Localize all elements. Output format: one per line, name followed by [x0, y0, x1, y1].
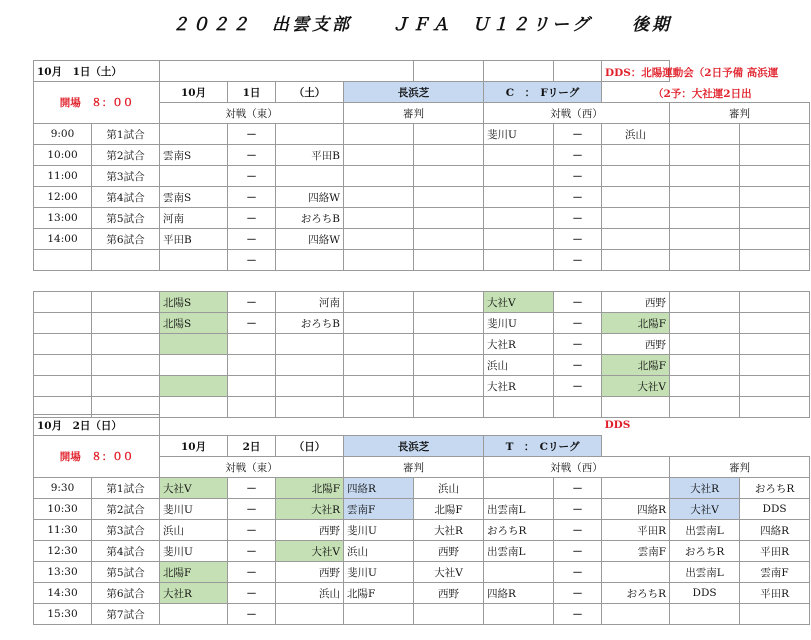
day2-match-row: [34, 583, 810, 604]
referee-4: 平田R: [740, 583, 810, 604]
day1-extra-row: [34, 376, 810, 397]
west-team-1: [484, 604, 554, 625]
west-team-2: 雲南F: [602, 541, 670, 562]
vs-dash: －: [554, 541, 602, 562]
referee-4: 平田R: [740, 541, 810, 562]
match-time: 14:30: [34, 583, 92, 604]
match-label: 第3試合: [92, 520, 160, 541]
day2-match-row: [34, 562, 810, 583]
west-team-2: [602, 229, 670, 250]
west-team-1: [484, 478, 554, 499]
schedule-sheet: [33, 0, 811, 640]
match-label: 第2試合: [92, 499, 160, 520]
vs-dash: －: [554, 334, 602, 355]
referee-2: 大社R: [414, 520, 484, 541]
match-time: 11:30: [34, 520, 92, 541]
east-team-1: 斐川U: [160, 541, 228, 562]
vs-dash: －: [554, 562, 602, 583]
west-team-2: 大社V: [602, 376, 670, 397]
referee-4: 四絡R: [740, 520, 810, 541]
vs-dash: －: [228, 478, 276, 499]
referee-2: 西野: [414, 583, 484, 604]
vs-dash: －: [228, 145, 276, 166]
east-team-2: 大社V: [276, 541, 344, 562]
day1-month: 10月: [160, 82, 228, 103]
referee-2: 北陽F: [414, 499, 484, 520]
vs-dash: －: [228, 520, 276, 541]
west-team-1: 大社V: [484, 292, 554, 313]
day1-referee-west: 審判: [670, 103, 810, 124]
day2-match-row: [34, 604, 810, 625]
day1-match-row: [34, 229, 810, 250]
match-label: 第6試合: [92, 583, 160, 604]
vs-dash: －: [554, 229, 602, 250]
east-team-2: 浜山: [276, 583, 344, 604]
referee-2: 大社V: [414, 562, 484, 583]
day1-league: C ： Fリーグ: [484, 82, 602, 103]
west-team-2: [602, 604, 670, 625]
referee-3: [670, 604, 740, 625]
east-team-1: 雲南S: [160, 187, 228, 208]
east-team-2: [276, 604, 344, 625]
vs-dash: －: [554, 376, 602, 397]
day2-start-time: 開場 ８：００: [34, 436, 160, 478]
west-team-1: 浜山: [484, 355, 554, 376]
west-team-1: 出雲南L: [484, 541, 554, 562]
east-team-1: 河南: [160, 208, 228, 229]
day1-table: 10月 1日（土） 開場 ８：００ 10月 1日 （土） 長浜芝 C ： Fリーグ 対戦（東） 審判 対戦（西） 審判 9:00 第1試合 － 斐川U － 浜山 10:00 第2試合 雲南S － 平田B － 11:00 第3試合 － － 12:00 第4試合 雲南S － 四絡W － 13:00 第5試合 河南 － おろちB － 14:00 第6試合 平田B － 四絡W － － － 北陽S － 河南 大社V － 西野 北陽S － おろちB 斐川U － 北陽F 大社R － 西野 浜山 － 北陽F 大社R － 大社V: [33, 60, 810, 418]
day1-match-row: [34, 187, 810, 208]
vs-dash: －: [554, 145, 602, 166]
east-team-1: 北陽S: [160, 292, 228, 313]
vs-dash: －: [554, 124, 602, 145]
east-team-2: おろちB: [276, 313, 344, 334]
east-team-2: 西野: [276, 562, 344, 583]
east-team-2: [276, 124, 344, 145]
east-team-1: [160, 124, 228, 145]
referee-1: 浜山: [344, 541, 414, 562]
vs-dash: －: [228, 499, 276, 520]
east-team-1: [160, 334, 228, 355]
west-team-2: 西野: [602, 334, 670, 355]
referee-2: [414, 604, 484, 625]
match-label: 第5試合: [92, 562, 160, 583]
vs-dash: －: [554, 583, 602, 604]
west-team-2: [602, 166, 670, 187]
referee-4: おろちR: [740, 478, 810, 499]
east-team-2: 平田B: [276, 145, 344, 166]
east-team-1: 雲南S: [160, 145, 228, 166]
match-time: 10:30: [34, 499, 92, 520]
west-team-1: 斐川U: [484, 313, 554, 334]
west-team-2: 北陽F: [602, 313, 670, 334]
match-label: 第4試合: [92, 541, 160, 562]
vs-dash: －: [554, 166, 602, 187]
vs-dash: －: [228, 313, 276, 334]
day1-note-2: （2予：大社運2日出: [653, 88, 752, 100]
day1-vs-west: 対戦（西）: [484, 103, 670, 124]
vs-dash: －: [228, 124, 276, 145]
referee-3: 大社R: [670, 478, 740, 499]
east-team-1: 北陽F: [160, 562, 228, 583]
day2-match-row: [34, 541, 810, 562]
referee-1: 北陽F: [344, 583, 414, 604]
west-team-2: [602, 562, 670, 583]
west-team-2: 四絡R: [602, 499, 670, 520]
east-team-2: 北陽F: [276, 478, 344, 499]
referee-1: 斐川U: [344, 562, 414, 583]
day1-note-1: DDS：北陽運動会（2日予備 高浜運: [605, 67, 779, 79]
day1-date: 10月 1日（土）: [34, 61, 160, 82]
match-time: 11:00: [34, 166, 92, 187]
east-team-2: 大社R: [276, 499, 344, 520]
match-time: 13:30: [34, 562, 92, 583]
west-team-1: [484, 562, 554, 583]
day1-match-row: [34, 145, 810, 166]
east-team-1: 大社R: [160, 583, 228, 604]
day2-league: T ： Cリーグ: [484, 436, 602, 457]
east-team-2: 四絡W: [276, 229, 344, 250]
day2-match-row: [34, 520, 810, 541]
referee-3: 出雲南L: [670, 562, 740, 583]
vs-dash: －: [228, 562, 276, 583]
match-time: 9:30: [34, 478, 92, 499]
match-time: 13:00: [34, 208, 92, 229]
vs-dash: －: [228, 208, 276, 229]
west-team-2: おろちR: [602, 583, 670, 604]
referee-1: [344, 604, 414, 625]
day2-header-row: [34, 436, 810, 457]
sheet-title: ２０２２ 出雲支部 ＪＦＡ Ｕ１２リーグ 後期: [172, 15, 672, 35]
vs-dash: －: [554, 187, 602, 208]
day1-weekday: （土）: [276, 82, 344, 103]
west-team-1: 大社R: [484, 376, 554, 397]
match-label: 第5試合: [92, 208, 160, 229]
match-label: 第6試合: [92, 229, 160, 250]
west-team-2: 平田R: [602, 520, 670, 541]
west-team-2: [602, 187, 670, 208]
referee-2: 浜山: [414, 478, 484, 499]
day2-date: 10月 2日（日）: [34, 415, 160, 436]
vs-dash: －: [554, 520, 602, 541]
match-label: 第2試合: [92, 145, 160, 166]
referee-4: [740, 604, 810, 625]
east-team-1: [160, 376, 228, 397]
west-team-2: 西野: [602, 292, 670, 313]
vs-dash: [228, 334, 276, 355]
east-team-2: 西野: [276, 520, 344, 541]
match-label: 第3試合: [92, 166, 160, 187]
west-team-2: 浜山: [602, 124, 670, 145]
day2-date-row: [34, 415, 810, 436]
vs-dash: －: [554, 478, 602, 499]
day2-vs-west: 対戦（西）: [484, 457, 670, 478]
west-team-1: [484, 145, 554, 166]
match-time: 10:00: [34, 145, 92, 166]
east-team-1: 北陽S: [160, 313, 228, 334]
west-team-1: 四絡R: [484, 583, 554, 604]
day1-extra-row: [34, 292, 810, 313]
match-time: 14:00: [34, 229, 92, 250]
day1-venue: 長浜芝: [344, 82, 484, 103]
east-team-1: [160, 355, 228, 376]
vs-dash: －: [228, 229, 276, 250]
day1-extra-row: [34, 334, 810, 355]
day1-match-row: [34, 166, 810, 187]
west-team-1: 大社R: [484, 334, 554, 355]
east-team-2: 四絡W: [276, 187, 344, 208]
west-team-2: [602, 478, 670, 499]
day2-referee: 審判: [344, 457, 484, 478]
west-team-1: 出雲南L: [484, 499, 554, 520]
vs-dash: [228, 355, 276, 376]
west-team-1: おろちR: [484, 520, 554, 541]
day2-referee-west: 審判: [670, 457, 810, 478]
match-time: 12:30: [34, 541, 92, 562]
match-time: 12:00: [34, 187, 92, 208]
referee-3: おろちR: [670, 541, 740, 562]
west-team-2: [602, 208, 670, 229]
match-label: 第1試合: [92, 124, 160, 145]
west-team-1: 斐川U: [484, 124, 554, 145]
west-team-1: [484, 208, 554, 229]
vs-dash: －: [554, 355, 602, 376]
east-team-2: [276, 355, 344, 376]
referee-3: DDS: [670, 583, 740, 604]
day2-venue: 長浜芝: [344, 436, 484, 457]
west-team-1: [484, 229, 554, 250]
vs-dash: －: [554, 604, 602, 625]
day2-weekday: （日）: [276, 436, 344, 457]
east-team-2: [276, 166, 344, 187]
day2-match-row: [34, 499, 810, 520]
referee-2: 西野: [414, 541, 484, 562]
west-team-2: [602, 145, 670, 166]
vs-dash: －: [554, 292, 602, 313]
day2-match-row: [34, 478, 810, 499]
vs-dash: －: [228, 583, 276, 604]
east-team-1: 大社V: [160, 478, 228, 499]
referee-1: 雲南F: [344, 499, 414, 520]
match-time: 9:00: [34, 124, 92, 145]
day1-day: 1日: [228, 82, 276, 103]
vs-dash: －: [228, 541, 276, 562]
vs-dash: －: [228, 292, 276, 313]
vs-dash: －: [228, 187, 276, 208]
vs-dash: －: [228, 604, 276, 625]
match-label: 第7試合: [92, 604, 160, 625]
referee-3: 大社V: [670, 499, 740, 520]
east-team-2: 河南: [276, 292, 344, 313]
west-team-1: [484, 166, 554, 187]
vs-dash: －: [228, 166, 276, 187]
day2-vs-east: 対戦（東）: [160, 457, 344, 478]
day2-table: [33, 414, 810, 625]
referee-4: DDS: [740, 499, 810, 520]
day1-extra-row: [34, 355, 810, 376]
west-team-2: 北陽F: [602, 355, 670, 376]
east-team-1: [160, 166, 228, 187]
east-team-1: 平田B: [160, 229, 228, 250]
east-team-2: [276, 334, 344, 355]
vs-dash: －: [554, 208, 602, 229]
day1-match-row: [34, 124, 810, 145]
east-team-2: [276, 376, 344, 397]
day2-dds-label: DDS: [604, 419, 631, 431]
east-team-2: おろちB: [276, 208, 344, 229]
referee-1: 四絡R: [344, 478, 414, 499]
day2-month: 10月: [160, 436, 228, 457]
vs-dash: －: [554, 499, 602, 520]
day1-vs-east: 対戦（東）: [160, 103, 344, 124]
east-team-1: [160, 604, 228, 625]
west-team-1: [484, 187, 554, 208]
vs-dash: －: [554, 313, 602, 334]
day1-extra-row: [34, 313, 810, 334]
match-label: 第4試合: [92, 187, 160, 208]
referee-1: 斐川U: [344, 520, 414, 541]
day1-start-time: 開場 ８：００: [34, 82, 160, 124]
east-team-1: 斐川U: [160, 499, 228, 520]
referee-4: 雲南F: [740, 562, 810, 583]
vs-dash: [228, 376, 276, 397]
referee-3: 出雲南L: [670, 520, 740, 541]
east-team-1: 浜山: [160, 520, 228, 541]
match-time: 15:30: [34, 604, 92, 625]
day1-match-row: [34, 208, 810, 229]
day2-day: 2日: [228, 436, 276, 457]
day1-referee: 審判: [344, 103, 484, 124]
match-label: 第1試合: [92, 478, 160, 499]
